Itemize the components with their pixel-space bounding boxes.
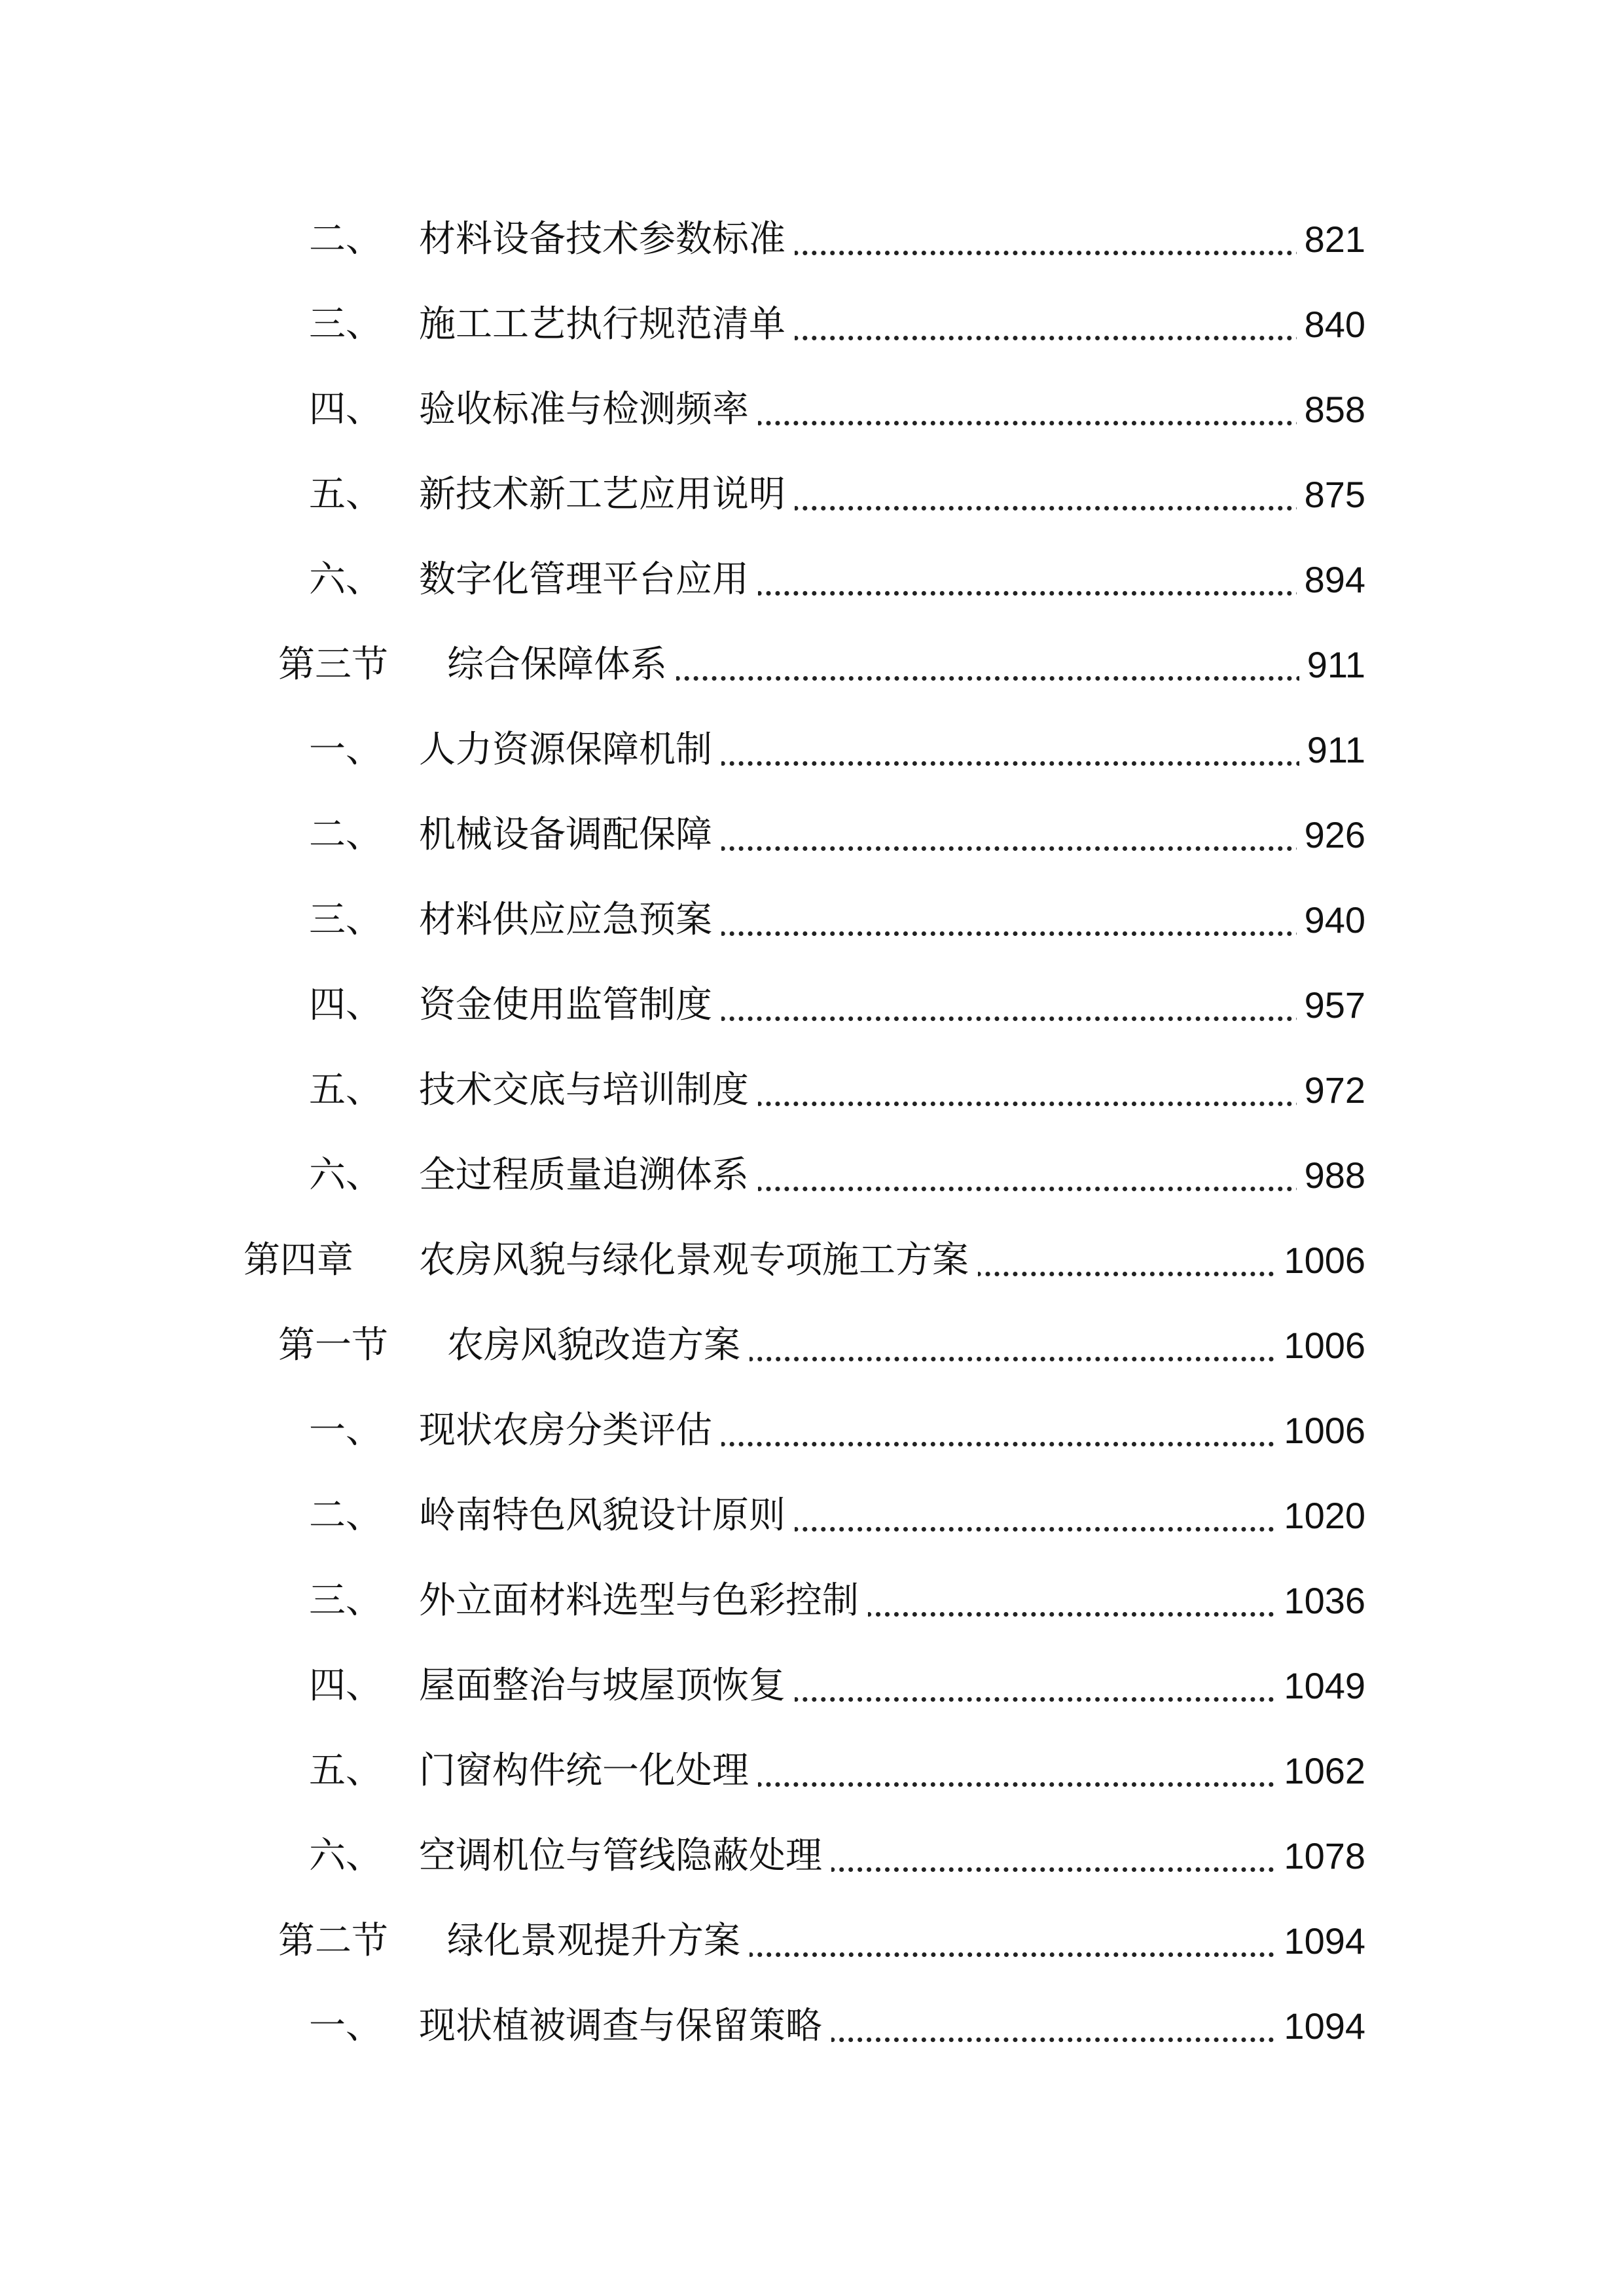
toc-entry-number: 三、 (309, 899, 382, 941)
toc-section-title: 综合保障体系 (447, 629, 676, 701)
toc-entry-number: 一、 (309, 728, 382, 771)
toc-entry-title: 材料设备技术参数标准 (419, 204, 795, 276)
toc-entry[interactable] (0, 1395, 1624, 1467)
toc-entry-title: 资金使用监管制度 (419, 969, 721, 1041)
toc-entry-title: 数字化管理平台应用 (419, 544, 758, 616)
toc-entry-title: 材料供应应急预案 (419, 884, 721, 956)
toc-entry[interactable] (0, 1054, 1624, 1126)
toc-entry[interactable] (0, 714, 1624, 786)
toc-section-title: 农房风貌改造方案 (447, 1310, 749, 1382)
toc-entry-page: 957 (1297, 969, 1365, 1041)
toc-entry-number: 二、 (309, 1494, 382, 1537)
toc-entry-page: 1049 (1276, 1650, 1365, 1722)
toc-entry[interactable] (0, 1650, 1624, 1722)
toc-entry-title: 现状农房分类评估 (419, 1395, 721, 1467)
toc-entry-page: 940 (1297, 884, 1365, 956)
toc-section-number: 第三节 (278, 643, 388, 686)
toc-chapter-title: 农房风貌与绿化景观专项施工方案 (419, 1225, 978, 1297)
toc-entry-number: 四、 (309, 388, 382, 431)
toc-section-number: 第一节 (278, 1324, 388, 1367)
toc-entry-number: 一、 (309, 2005, 382, 2047)
toc-entry-number: 四、 (309, 1664, 382, 1707)
toc-entry-number: 四、 (309, 984, 382, 1026)
toc-entry-page: 1078 (1276, 1820, 1365, 1892)
toc-section[interactable] (0, 1310, 1624, 1382)
toc-entry-number: 一、 (309, 1409, 382, 1452)
toc-entry-page: 875 (1297, 459, 1365, 531)
toc-entry-number: 五、 (309, 1749, 382, 1792)
toc-section[interactable] (0, 629, 1624, 701)
toc-entry-number: 二、 (309, 218, 382, 260)
toc-entry-page: 840 (1297, 289, 1365, 361)
toc-entry-page: 1020 (1276, 1480, 1365, 1552)
toc-entry-number: 六、 (309, 558, 382, 601)
toc-entry[interactable] (0, 1735, 1624, 1807)
toc-entry-title: 屋面整治与坡屋顶恢复 (419, 1650, 795, 1722)
toc-entry-title: 施工工艺执行规范清单 (419, 289, 795, 361)
toc-entry-title: 机械设备调配保障 (419, 799, 721, 871)
toc-entry-number: 五、 (309, 473, 382, 516)
toc-entry-number: 六、 (309, 1154, 382, 1196)
toc-entry-title: 全过程质量追溯体系 (419, 1139, 758, 1211)
toc-chapter-number: 第四章 (244, 1239, 353, 1282)
toc-entry[interactable] (0, 884, 1624, 956)
toc-entry-number: 二、 (309, 814, 382, 856)
toc-section-number: 第二节 (278, 1920, 388, 1962)
toc-entry-title: 验收标准与检测频率 (419, 374, 758, 446)
toc-section-page: 1006 (1276, 1310, 1365, 1382)
toc-entry-title: 外立面材料选型与色彩控制 (419, 1565, 868, 1637)
toc-entry-title: 新技术新工艺应用说明 (419, 459, 795, 531)
toc-entry-title: 人力资源保障机制 (419, 714, 721, 786)
toc-entry-page: 894 (1297, 544, 1365, 616)
toc-section-page: 911 (1299, 629, 1365, 701)
toc-entry[interactable] (0, 289, 1624, 361)
toc-entry[interactable] (0, 544, 1624, 616)
toc-entry-number: 三、 (309, 1579, 382, 1622)
toc-entry[interactable] (0, 1990, 1624, 2062)
toc-entry-page: 911 (1299, 714, 1365, 786)
toc-entry[interactable] (0, 969, 1624, 1041)
toc-entry[interactable] (0, 1480, 1624, 1552)
toc-entry-title: 技术交底与培训制度 (419, 1054, 758, 1126)
toc-entry-page: 1094 (1276, 1990, 1365, 2062)
toc-entry[interactable] (0, 459, 1624, 531)
toc-entry[interactable] (0, 1565, 1624, 1637)
toc-section[interactable] (0, 1905, 1624, 1977)
toc-entry[interactable] (0, 1139, 1624, 1211)
toc-section-title: 绿化景观提升方案 (447, 1905, 749, 1977)
toc-chapter[interactable] (0, 1225, 1624, 1297)
toc-entry-number: 六、 (309, 1835, 382, 1877)
toc-entry-title: 现状植被调查与保留策略 (419, 1990, 831, 2062)
toc-chapter-page: 1006 (1276, 1225, 1365, 1297)
toc-entry-page: 821 (1297, 204, 1365, 276)
toc-entry-page: 1006 (1276, 1395, 1365, 1467)
toc-entry-title: 空调机位与管线隐蔽处理 (419, 1820, 831, 1892)
toc-entry-page: 858 (1297, 374, 1365, 446)
toc-entry-number: 五、 (309, 1069, 382, 1111)
toc-entry-page: 1062 (1276, 1735, 1365, 1807)
toc-entry-title: 门窗构件统一化处理 (419, 1735, 758, 1807)
toc-section-page: 1094 (1276, 1905, 1365, 1977)
toc-entry-title: 岭南特色风貌设计原则 (419, 1480, 795, 1552)
toc-entry-page: 972 (1297, 1054, 1365, 1126)
toc-entry-number: 三、 (309, 303, 382, 346)
toc-entry-page: 988 (1297, 1139, 1365, 1211)
toc-entry[interactable] (0, 204, 1624, 276)
toc-entry[interactable] (0, 1820, 1624, 1892)
toc-entry-page: 926 (1297, 799, 1365, 871)
toc-entry[interactable] (0, 374, 1624, 446)
toc-entry-page: 1036 (1276, 1565, 1365, 1637)
toc-entry[interactable] (0, 799, 1624, 871)
